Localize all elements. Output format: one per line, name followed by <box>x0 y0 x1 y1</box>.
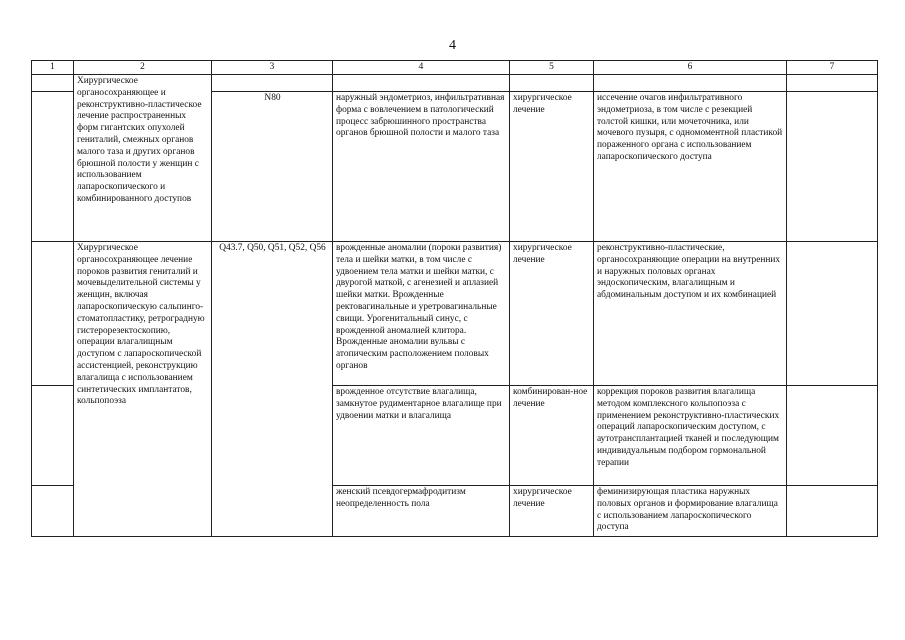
column-number-1: 1 <box>32 61 74 75</box>
row1-col6-top <box>594 75 787 92</box>
row1-diagnosis: наружный эндометриоз, инфильтративная форма с вовлечением в патологический процесс забрюшинного пространства органов брюшной полости и малого таза <box>333 92 510 242</box>
row2b-treatment-method: коррекция пороков развития влагалища методом комплексного кольпопоэза с применением реконструктивно-пластических операций лапароскопическим доступом, с аутотрансплантацией тканей и последующим индивидуальным подбором гормональной терапии <box>594 386 787 486</box>
table-row <box>32 75 878 92</box>
column-number-row <box>32 61 878 75</box>
row1-col1-top <box>32 75 74 92</box>
row2b-col7 <box>787 386 878 486</box>
row2-icd-codes: Q43.7, Q50, Q51, Q52, Q56 <box>212 242 333 537</box>
row2b-treatment-type: комбинирован-ное лечение <box>510 386 594 486</box>
row1-treatment-type: хирургическое лечение <box>510 92 594 242</box>
column-number-7: 7 <box>787 61 878 75</box>
row2b-diagnosis: врожденное отсутствие влагалища, замкнутое рудиментарное влагалище при удвоении матки и влагалища <box>333 386 510 486</box>
row2c-col1 <box>32 486 74 537</box>
page-number: 4 <box>449 38 456 53</box>
row2a-treatment-method: реконструктивно-пластические, органосохраняющие операции на внутренних и наружных половых органах эндоскопическим, влагалищным и абдоминальным доступом и их комбинацией <box>594 242 787 386</box>
row2a-diagnosis: врожденные аномалии (пороки развития) тела и шейки матки, в том числе с удвоением тела матки и шейки матки, с двурогой маткой, с агенезией и аплазией шейки матки. Врожденные ректовагинальные и уретровагинальные свищи. Урогенитальный синус, с врожденной аномалией клитора. Врожденные аномалии вульвы с атопическим расположением половых органов <box>333 242 510 386</box>
row2c-treatment-type: хирургическое лечение <box>510 486 594 537</box>
row1-col7 <box>787 92 878 242</box>
row1-col4-top <box>333 75 510 92</box>
column-number-5: 5 <box>510 61 594 75</box>
row2a-treatment-type: хирургическое лечение <box>510 242 594 386</box>
column-number-2: 2 <box>74 61 212 75</box>
table-row <box>32 242 878 386</box>
row2b-col1 <box>32 386 74 486</box>
row1-method: Хирургическое органосохраняющее и реконструктивно-пластическое лечение распространенных форм гигантских опухолей гениталий, смежных органов малого таза и других органов брюшной полости у женщин с использованием лапароскопического и комбинированного доступов <box>74 75 212 242</box>
row2c-diagnosis: женский псевдогермафродитизм неопределенность пола <box>333 486 510 537</box>
row2-method: Хирургическое органосохраняющее лечение пороков развития гениталий и мочевыделительной системы у женщин, включая лапароскопическую сальпинго-стоматопластику, ретроградную гистерорезектоскопию, операции влагалищным доступом с лапароскопической ассистенцией, реконструкцию влагалища с использованием синтетических имплантатов, кольпопоэза <box>74 242 212 537</box>
row2c-col7 <box>787 486 878 537</box>
row2c-treatment-method: феминизирующая пластика наружных половых органов и формирование влагалища с использованием лапароскопического доступа <box>594 486 787 537</box>
column-number-4: 4 <box>333 61 510 75</box>
row1-treatment-method: иссечение очагов инфильтративного эндометриоза, в том числе с резекцией толстой кишки, или мочеточника, или мочевого пузыря, с одномоментной пластикой пораженного органа с использованием лапароскопического доступа <box>594 92 787 242</box>
row1-col5-top <box>510 75 594 92</box>
row1-icd-code: N80 <box>212 92 333 242</box>
column-number-6: 6 <box>594 61 787 75</box>
column-number-3: 3 <box>212 61 333 75</box>
treatment-table <box>31 60 878 537</box>
row2a-col7 <box>787 242 878 386</box>
row2a-col1 <box>32 242 74 386</box>
row1-col7-top <box>787 75 878 92</box>
row1-col1 <box>32 92 74 242</box>
row1-col3-top <box>212 75 333 92</box>
